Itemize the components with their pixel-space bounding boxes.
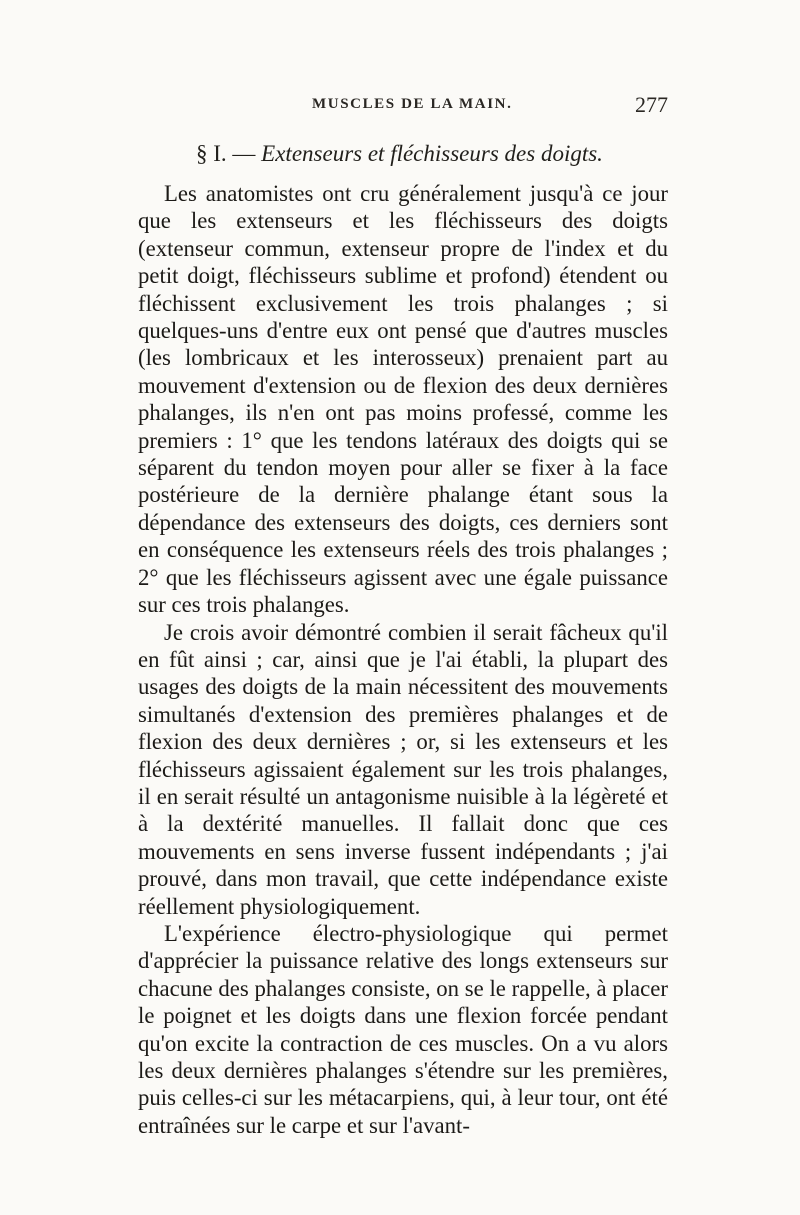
paragraph: Je crois avoir démontré combien il serait fâcheux qu'il en fût ainsi ; car, ainsi que je l'ai établi, la plupart des usages des doigts de la main nécessitent des mouvements simultanés d'extension des premières phalanges et de flexion des deux dernières ; or, si les extenseurs et les fléchisseurs agissaient également sur les trois phalanges, il en serait résulté un antagonisme nuisible à la légèreté et à la dextérité manuelles. Il fallait donc que ces mouvements en sens inverse fussent indépendants ; j'ai prouvé, dans mon travail, que cette indépendance existe réellement physiologiquement.: [138, 619, 668, 919]
body-text: [138, 180, 668, 1139]
section-number: § I. —: [196, 141, 256, 166]
running-title: MUSCLES DE LA MAIN.: [312, 96, 513, 112]
running-header: [138, 92, 668, 126]
page-number: 277: [635, 92, 668, 117]
paragraph: L'expérience électro-physiologique qui permet d'apprécier la puissance relative des longs extenseurs sur chacune des phalanges consiste, on se le rappelle, à placer le poignet et les doigts dans une flexion forcée pendant qu'on excite la contraction de ces muscles. On a vu alors les deux dernières phalanges s'étendre sur les premières, puis celles-ci sur les métacarpiens, qui, à leur tour, ont été entraînées sur le carpe et sur l'avant-: [138, 920, 668, 1138]
paragraph: Les anatomistes ont cru généralement jusqu'à ce jour que les extenseurs et les fléchisseurs des doigts (extenseur commun, extenseur propre de l'index et du petit doigt, fléchisseurs sublime et profond) étendent ou fléchissent exclusivement les trois phalanges ; si quelques-uns d'entre eux ont pensé que d'autres muscles (les lombricaux et les interosseux) prenaient part au mouvement d'extension ou de flexion des deux dernières phalanges, ils n'en ont pas moins professé, comme les premiers : 1° que les tendons latéraux des doigts qui se séparent du tendon moyen pour aller se fixer à la face postérieure de la dernière phalange étant sous la dépendance des extenseurs des doigts, ces derniers sont en conséquence les extenseurs réels des trois phalanges ; 2° que les fléchisseurs agissent avec une égale puissance sur ces trois phalanges.: [138, 181, 668, 618]
section-heading: [196, 141, 603, 167]
section-title: Extenseurs et fléchisseurs des doigts.: [261, 141, 603, 166]
